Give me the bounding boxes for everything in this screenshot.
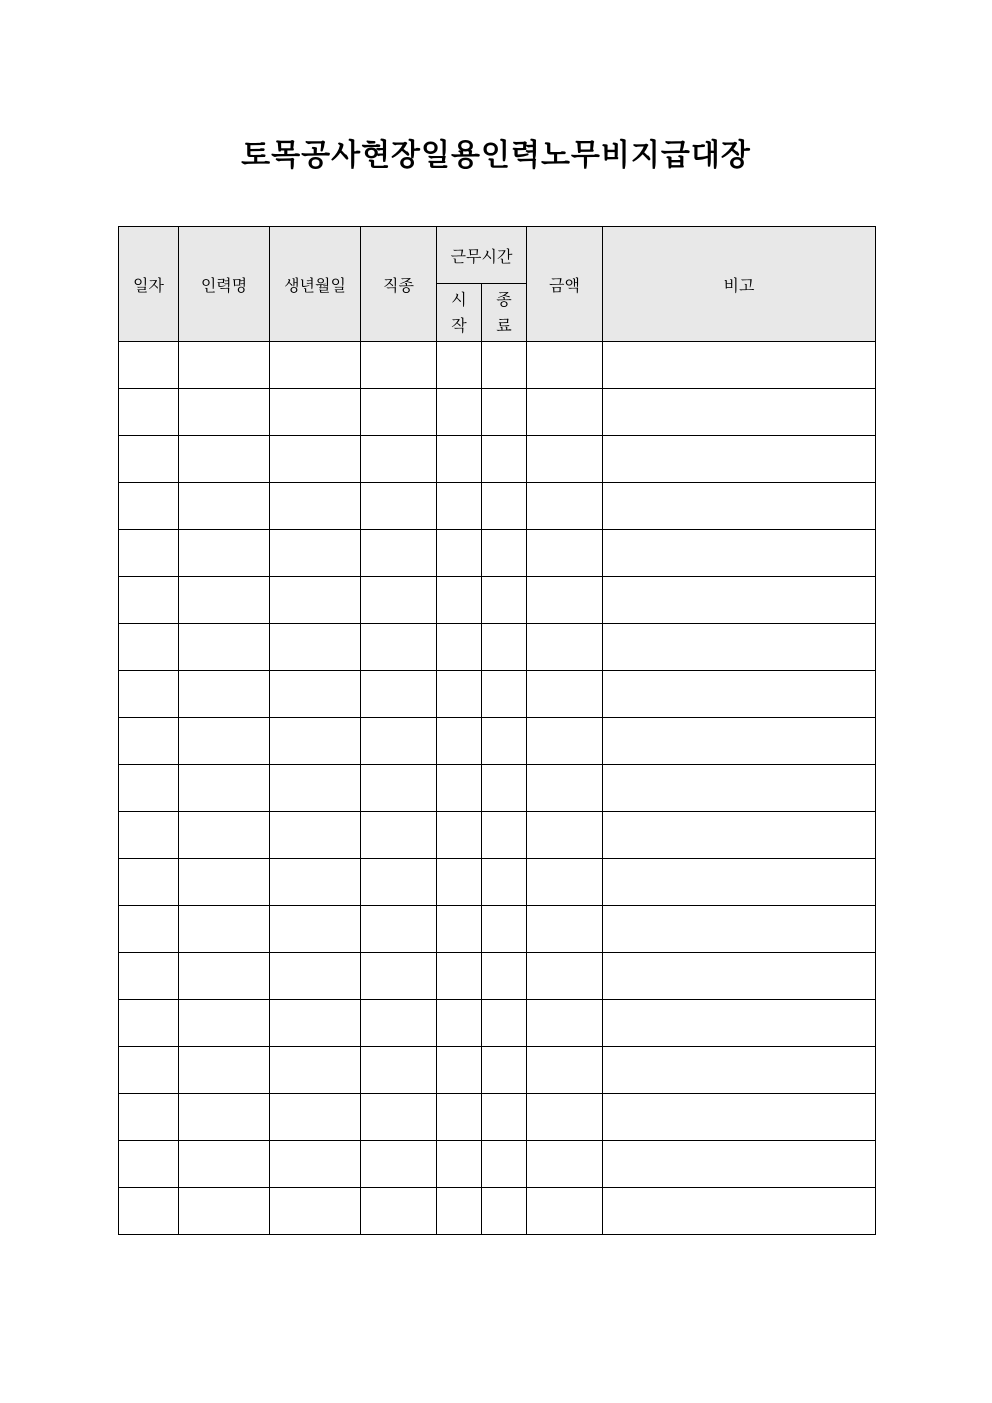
cell-job-type[interactable]: [361, 718, 437, 765]
table-row: [119, 530, 876, 577]
cell-birth-date[interactable]: [270, 483, 361, 530]
cell-end[interactable]: [482, 812, 527, 859]
cell-end[interactable]: [482, 906, 527, 953]
cell-name[interactable]: [179, 718, 270, 765]
cell-start[interactable]: [437, 1141, 482, 1188]
cell-start[interactable]: [437, 1188, 482, 1235]
cell-amount[interactable]: [527, 389, 603, 436]
cell-birth-date[interactable]: [270, 765, 361, 812]
cell-date[interactable]: [119, 389, 179, 436]
cell-job-type[interactable]: [361, 953, 437, 1000]
table-row: [119, 389, 876, 436]
cell-amount[interactable]: [527, 436, 603, 483]
cell-job-type[interactable]: [361, 1047, 437, 1094]
cell-name[interactable]: [179, 906, 270, 953]
cell-amount[interactable]: [527, 953, 603, 1000]
cell-remarks[interactable]: [603, 530, 876, 577]
cell-name[interactable]: [179, 671, 270, 718]
cell-start[interactable]: [437, 718, 482, 765]
cell-end[interactable]: [482, 1141, 527, 1188]
cell-name[interactable]: [179, 765, 270, 812]
cell-job-type[interactable]: [361, 577, 437, 624]
cell-name[interactable]: [179, 1141, 270, 1188]
cell-remarks[interactable]: [603, 859, 876, 906]
cell-remarks[interactable]: [603, 671, 876, 718]
cell-job-type[interactable]: [361, 389, 437, 436]
cell-end[interactable]: [482, 1094, 527, 1141]
table-row: [119, 1000, 876, 1047]
ledger-body: [119, 342, 876, 1235]
header-name: 인력명: [179, 227, 270, 342]
cell-date[interactable]: [119, 671, 179, 718]
cell-name[interactable]: [179, 812, 270, 859]
header-start-label: 시작: [451, 289, 467, 335]
cell-birth-date[interactable]: [270, 1094, 361, 1141]
cell-date[interactable]: [119, 906, 179, 953]
cell-birth-date[interactable]: [270, 671, 361, 718]
cell-amount[interactable]: [527, 577, 603, 624]
cell-start[interactable]: [437, 1047, 482, 1094]
cell-date[interactable]: [119, 1094, 179, 1141]
cell-name[interactable]: [179, 1047, 270, 1094]
cell-end[interactable]: [482, 671, 527, 718]
page-title: 토목공사현장일용인력노무비지급대장: [241, 138, 751, 173]
cell-remarks[interactable]: [603, 483, 876, 530]
cell-end[interactable]: [482, 765, 527, 812]
cell-end[interactable]: [482, 389, 527, 436]
cell-name[interactable]: [179, 483, 270, 530]
cell-job-type[interactable]: [361, 671, 437, 718]
cell-date[interactable]: [119, 718, 179, 765]
cell-amount[interactable]: [527, 906, 603, 953]
cell-job-type[interactable]: [361, 1188, 437, 1235]
header-job-type: 직종: [361, 227, 437, 342]
cell-job-type[interactable]: [361, 1000, 437, 1047]
cell-start[interactable]: [437, 530, 482, 577]
cell-date[interactable]: [119, 1047, 179, 1094]
cell-amount[interactable]: [527, 1047, 603, 1094]
table-row: [119, 765, 876, 812]
cell-name[interactable]: [179, 624, 270, 671]
cell-amount[interactable]: [527, 718, 603, 765]
cell-end[interactable]: [482, 483, 527, 530]
cell-birth-date[interactable]: [270, 1188, 361, 1235]
cell-end[interactable]: [482, 624, 527, 671]
cell-birth-date[interactable]: [270, 1000, 361, 1047]
table-row: [119, 671, 876, 718]
cell-date[interactable]: [119, 765, 179, 812]
cell-date[interactable]: [119, 953, 179, 1000]
header-row: [119, 227, 876, 284]
payment-ledger-table: [118, 226, 876, 1235]
cell-remarks[interactable]: [603, 765, 876, 812]
cell-end[interactable]: [482, 342, 527, 389]
cell-name[interactable]: [179, 1188, 270, 1235]
table-row: [119, 577, 876, 624]
cell-birth-date[interactable]: [270, 342, 361, 389]
cell-end[interactable]: [482, 1000, 527, 1047]
table-row: [119, 624, 876, 671]
cell-remarks[interactable]: [603, 906, 876, 953]
table-row: [119, 812, 876, 859]
table-row: [119, 859, 876, 906]
cell-birth-date[interactable]: [270, 859, 361, 906]
cell-remarks[interactable]: [603, 812, 876, 859]
cell-remarks[interactable]: [603, 436, 876, 483]
cell-start[interactable]: [437, 436, 482, 483]
cell-end[interactable]: [482, 718, 527, 765]
cell-job-type[interactable]: [361, 624, 437, 671]
cell-date[interactable]: [119, 530, 179, 577]
cell-job-type[interactable]: [361, 342, 437, 389]
cell-name[interactable]: [179, 530, 270, 577]
cell-end[interactable]: [482, 530, 527, 577]
cell-start[interactable]: [437, 906, 482, 953]
cell-name[interactable]: [179, 436, 270, 483]
cell-name[interactable]: [179, 953, 270, 1000]
cell-end[interactable]: [482, 577, 527, 624]
cell-name[interactable]: [179, 577, 270, 624]
header-birth-date: 생년월일: [270, 227, 361, 342]
header-end: [482, 284, 527, 342]
cell-amount[interactable]: [527, 1094, 603, 1141]
cell-remarks[interactable]: [603, 624, 876, 671]
cell-date[interactable]: [119, 812, 179, 859]
cell-end[interactable]: [482, 953, 527, 1000]
cell-remarks[interactable]: [603, 1047, 876, 1094]
cell-start[interactable]: [437, 483, 482, 530]
header-remarks: 비고: [603, 227, 876, 342]
cell-amount[interactable]: [527, 530, 603, 577]
cell-amount[interactable]: [527, 765, 603, 812]
cell-amount[interactable]: [527, 1188, 603, 1235]
cell-job-type[interactable]: [361, 436, 437, 483]
table-row: [119, 906, 876, 953]
cell-date[interactable]: [119, 1000, 179, 1047]
cell-remarks[interactable]: [603, 1188, 876, 1235]
cell-amount[interactable]: [527, 342, 603, 389]
cell-date[interactable]: [119, 1188, 179, 1235]
cell-birth-date[interactable]: [270, 906, 361, 953]
cell-start[interactable]: [437, 859, 482, 906]
cell-name[interactable]: [179, 1000, 270, 1047]
cell-date[interactable]: [119, 483, 179, 530]
cell-start[interactable]: [437, 624, 482, 671]
cell-birth-date[interactable]: [270, 624, 361, 671]
cell-amount[interactable]: [527, 483, 603, 530]
cell-end[interactable]: [482, 859, 527, 906]
cell-start[interactable]: [437, 812, 482, 859]
cell-end[interactable]: [482, 436, 527, 483]
cell-start[interactable]: [437, 953, 482, 1000]
cell-amount[interactable]: [527, 1000, 603, 1047]
table-row: [119, 436, 876, 483]
cell-start[interactable]: [437, 342, 482, 389]
cell-remarks[interactable]: [603, 577, 876, 624]
cell-date[interactable]: [119, 577, 179, 624]
cell-birth-date[interactable]: [270, 718, 361, 765]
cell-birth-date[interactable]: [270, 953, 361, 1000]
cell-start[interactable]: [437, 765, 482, 812]
cell-name[interactable]: [179, 389, 270, 436]
cell-date[interactable]: [119, 436, 179, 483]
cell-birth-date[interactable]: [270, 1047, 361, 1094]
cell-birth-date[interactable]: [270, 1141, 361, 1188]
cell-start[interactable]: [437, 577, 482, 624]
cell-job-type[interactable]: [361, 1094, 437, 1141]
cell-job-type[interactable]: [361, 812, 437, 859]
cell-start[interactable]: [437, 1000, 482, 1047]
header-start: [437, 284, 482, 342]
cell-birth-date[interactable]: [270, 577, 361, 624]
cell-job-type[interactable]: [361, 483, 437, 530]
cell-date[interactable]: [119, 342, 179, 389]
table-row: [119, 1141, 876, 1188]
cell-date[interactable]: [119, 624, 179, 671]
table-row: [119, 718, 876, 765]
cell-remarks[interactable]: [603, 718, 876, 765]
cell-amount[interactable]: [527, 1141, 603, 1188]
cell-amount[interactable]: [527, 859, 603, 906]
header-work-hours: 근무시간: [437, 227, 527, 284]
cell-remarks[interactable]: [603, 342, 876, 389]
cell-name[interactable]: [179, 1094, 270, 1141]
cell-date[interactable]: [119, 859, 179, 906]
cell-date[interactable]: [119, 1141, 179, 1188]
cell-start[interactable]: [437, 389, 482, 436]
table-row: [119, 1094, 876, 1141]
cell-end[interactable]: [482, 1188, 527, 1235]
table-row: [119, 483, 876, 530]
cell-job-type[interactable]: [361, 1141, 437, 1188]
cell-name[interactable]: [179, 859, 270, 906]
header-date: 일자: [119, 227, 179, 342]
cell-name[interactable]: [179, 342, 270, 389]
cell-remarks[interactable]: [603, 1094, 876, 1141]
cell-job-type[interactable]: [361, 765, 437, 812]
cell-start[interactable]: [437, 671, 482, 718]
cell-end[interactable]: [482, 1047, 527, 1094]
table-row: [119, 1188, 876, 1235]
cell-start[interactable]: [437, 1094, 482, 1141]
cell-amount[interactable]: [527, 624, 603, 671]
table-row: [119, 342, 876, 389]
cell-remarks[interactable]: [603, 389, 876, 436]
cell-birth-date[interactable]: [270, 436, 361, 483]
cell-birth-date[interactable]: [270, 389, 361, 436]
table-row: [119, 953, 876, 1000]
table-row: [119, 1047, 876, 1094]
header-end-label: 종료: [496, 289, 512, 335]
cell-amount[interactable]: [527, 671, 603, 718]
header-amount: 금액: [527, 227, 603, 342]
cell-birth-date[interactable]: [270, 530, 361, 577]
cell-remarks[interactable]: [603, 953, 876, 1000]
cell-remarks[interactable]: [603, 1000, 876, 1047]
cell-amount[interactable]: [527, 812, 603, 859]
cell-job-type[interactable]: [361, 530, 437, 577]
cell-remarks[interactable]: [603, 1141, 876, 1188]
cell-job-type[interactable]: [361, 859, 437, 906]
cell-job-type[interactable]: [361, 906, 437, 953]
cell-birth-date[interactable]: [270, 812, 361, 859]
